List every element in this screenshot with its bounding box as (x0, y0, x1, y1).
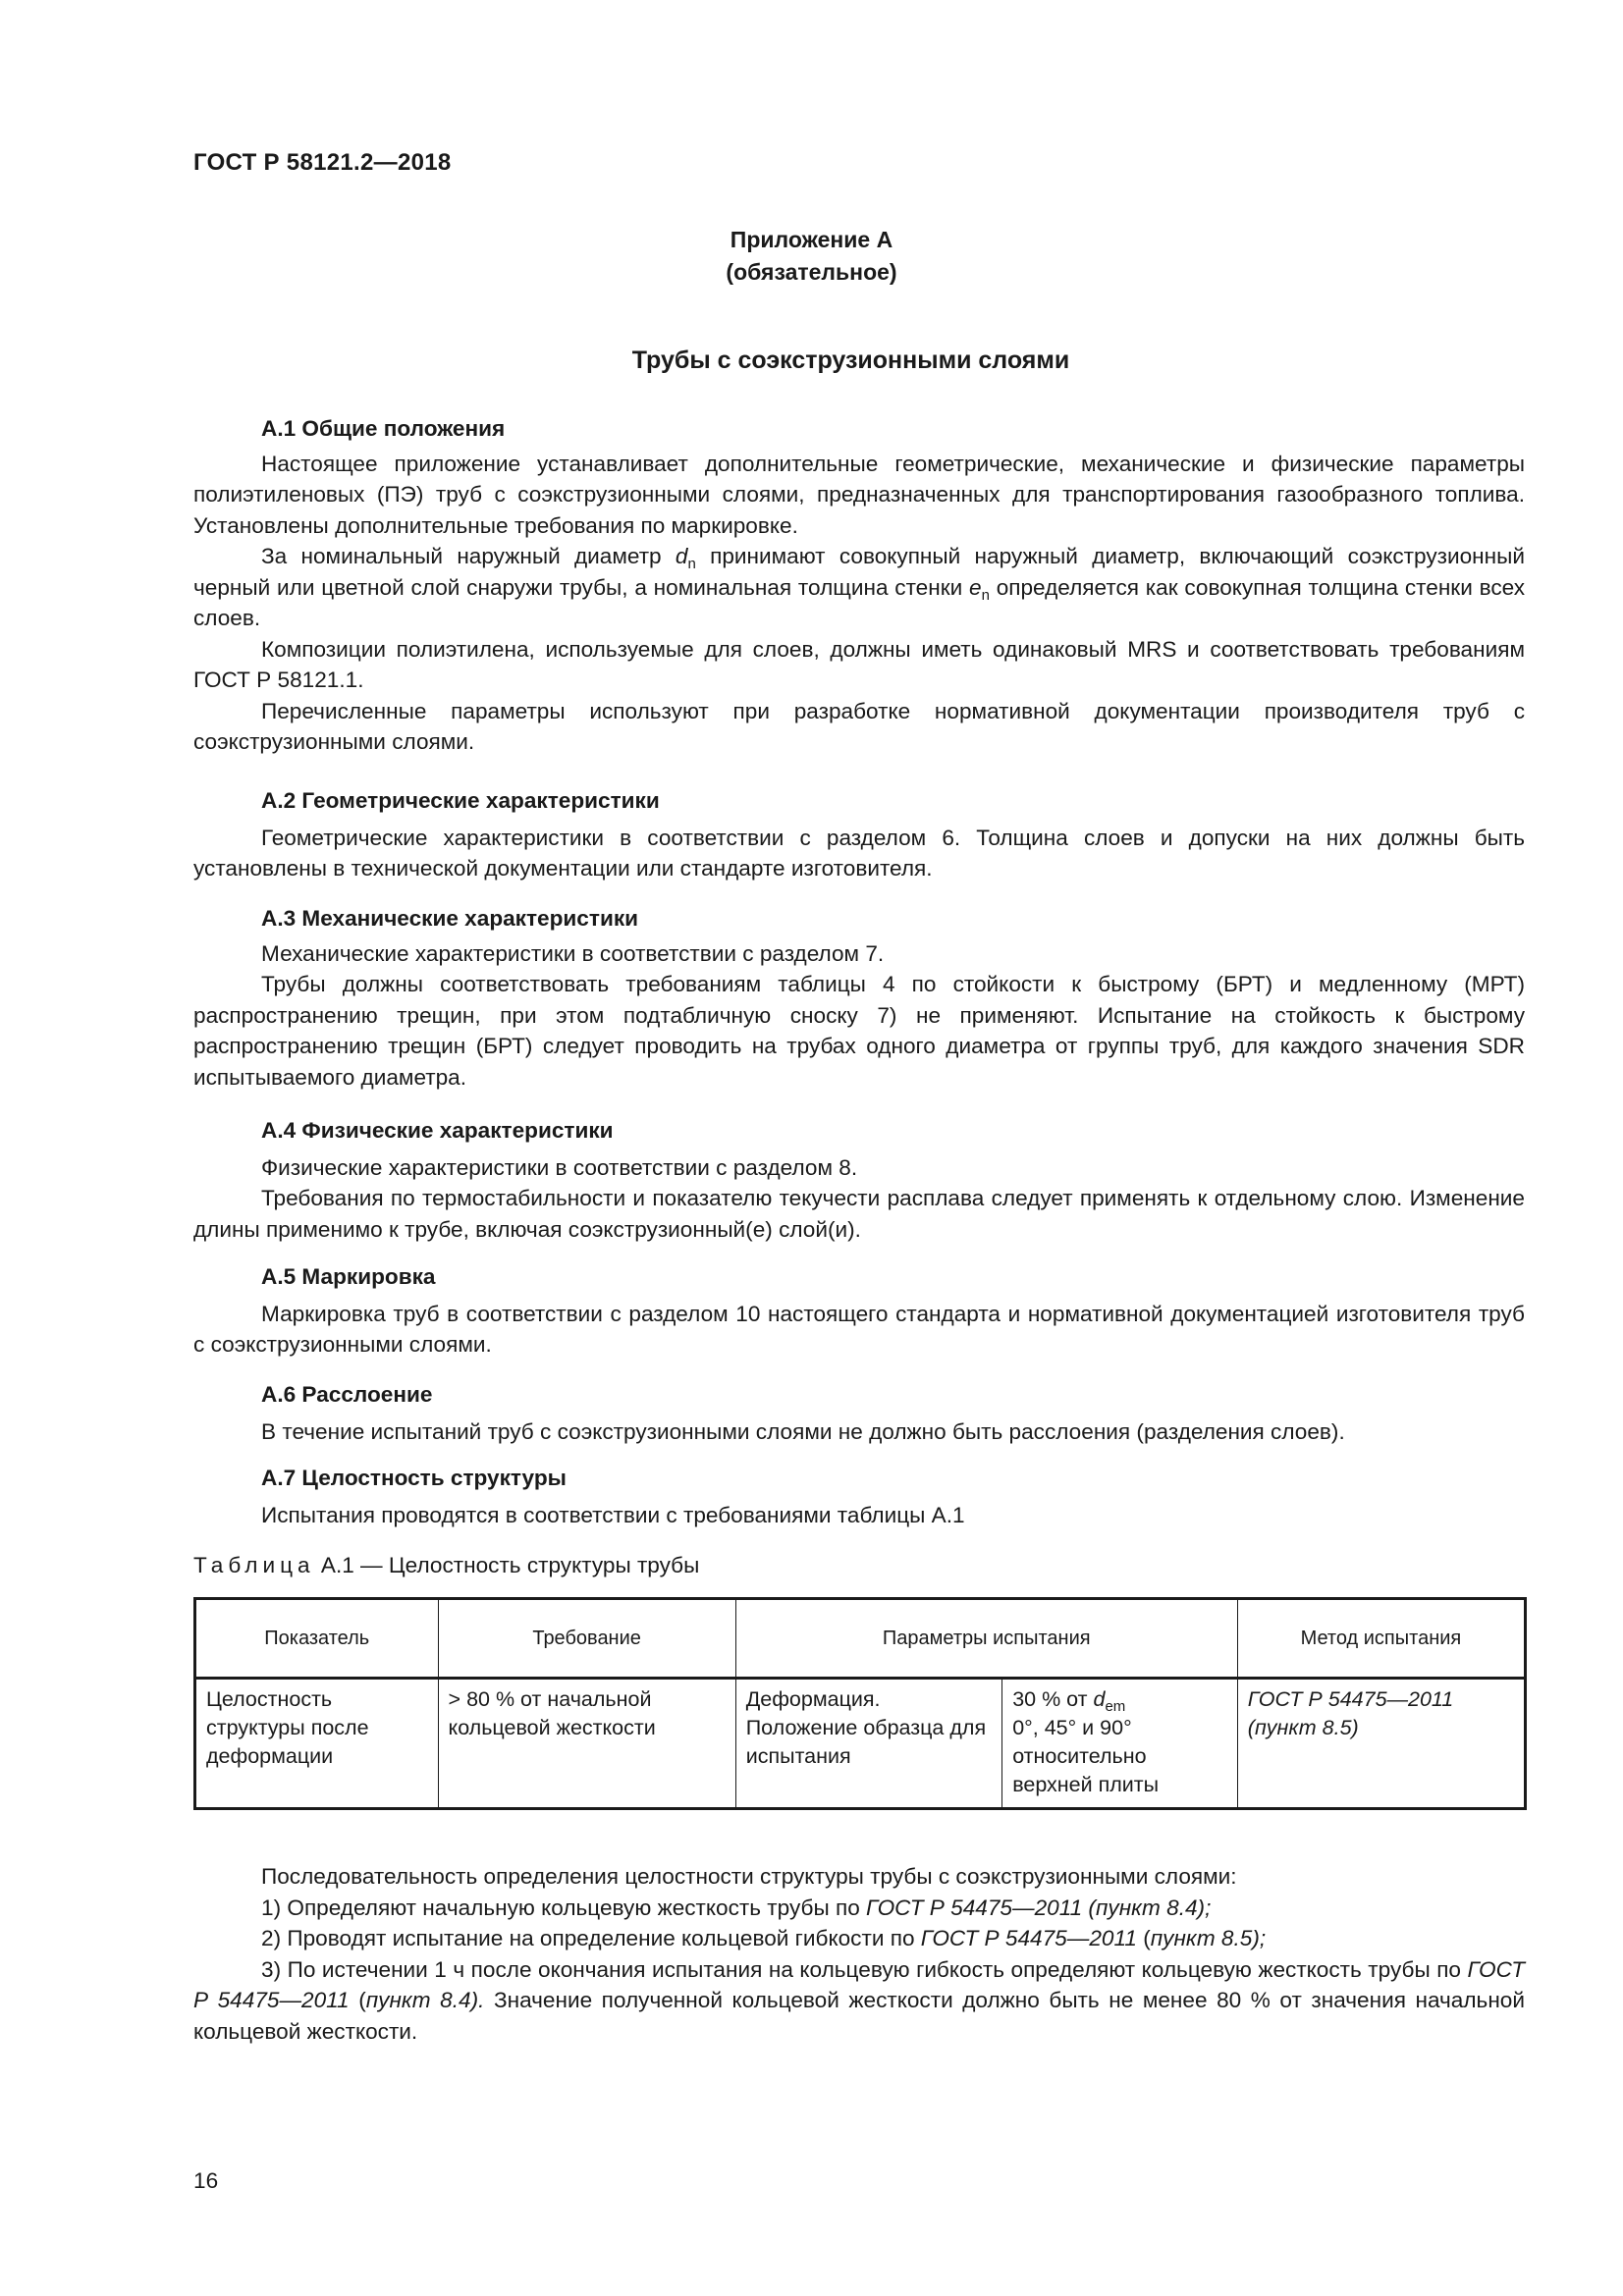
cell-param-value: 30 % от $d_{em}$ 0°, 45° и 90° относительно верхней плиты (1002, 1679, 1238, 1809)
header-params: Параметры испытания (735, 1599, 1237, 1679)
section-title: А.2 Геометрические характеристики (261, 788, 660, 813)
cell-indicator: Целостность структуры после деформации (195, 1679, 439, 1809)
paragraph: Трубы должны соответствовать требованиям таблицы 4 по стойкости к быстрому (БРТ) и медленному (МРТ) распространению трещин, при этом подтабличную сноску 7) не применяют. Испытание на стойкость к быстрому распространению трещин (БРТ) следует проводить на трубах одного диаметра от группы труб, для каждого значения SDR испытываемого диаметра. (193, 972, 1525, 1090)
paragraph: Геометрические характеристики в соответствии с разделом 6. Толщина слоев и допуски на них должны быть установлены в технической документации или стандарте изготовителя. (193, 825, 1525, 881)
paragraph: За номинальный наружный диаметр $d_n$ принимают совокупный наружный диаметр, включающий соэкструзионный черный или цветной слой снаружи трубы, а номинальная толщина стенки $e_n$ определяется как совокупная толщина стенки всех слоев. (193, 544, 1525, 630)
table-caption: Таблица А.1 — Целостность структуры трубы (193, 1553, 700, 1577)
section-title: А.4 Физические характеристики (261, 1118, 614, 1143)
section-a5 (193, 1261, 1525, 1361)
paragraph: Композиции полиэтилена, используемые для слоев, должны иметь одинаковый MRS и соответствовать требованиям ГОСТ Р 58121.1. (193, 636, 1525, 692)
cell-param-name: Деформация. Положение образца для испытания (735, 1679, 1001, 1809)
table-row (195, 1679, 1526, 1809)
section-a7 (193, 1463, 1525, 1530)
paragraph: Настоящее приложение устанавливает дополнительные геометрические, механические и физические параметры полиэтиленовых (ПЭ) труб с соэкструзионными слоями, предназначенных для транспортирования газообразного топлива. Установлены дополнительные требования по маркировке. (193, 451, 1525, 538)
cell-requirement: > 80 % от начальной кольцевой жесткости (438, 1679, 735, 1809)
paragraph: Маркировка труб в соответствии с разделом 10 настоящего стандарта и нормативной документацией изготовителя труб с соэкструзионными слоями. (193, 1301, 1525, 1357)
paragraph: Механические характеристики в соответствии с разделом 7. (261, 940, 885, 966)
paragraph: Требования по термостабильности и показателю текучести расплава следует применять к отдельному слою. Изменение длины применимо к трубе, включая соэкструзионный(е) слой(и). (193, 1186, 1525, 1242)
standard-header: ГОСТ Р 58121.2—2018 (193, 149, 452, 176)
cell-method: ГОСТ Р 54475—2011 (пункт 8.5) (1237, 1679, 1525, 1809)
annex-heading: Трубы с соэкструзионными слоями (631, 347, 1070, 374)
section-a3 (193, 903, 1525, 1093)
paragraph: Физические характеристики в соответствии с разделом 8. (261, 1154, 858, 1180)
table-header-row (195, 1599, 1526, 1679)
annex-type: (обязательное) (726, 259, 897, 285)
paragraph: Перечисленные параметры используют при разработке нормативной документации производителя труб с соэкструзионными слоями. (193, 698, 1525, 754)
annex-label (0, 224, 1623, 289)
sequence-block (193, 1861, 1525, 2047)
paragraph: Последовательность определения целостности структуры трубы с соэкструзионными слоями: (261, 1864, 1237, 1889)
section-a4 (193, 1115, 1525, 1245)
annex-title: Приложение А (730, 227, 893, 252)
section-a2 (193, 785, 1525, 884)
page-number: 16 (193, 2168, 219, 2193)
paragraph: Испытания проводятся в соответствии с требованиями таблицы А.1 (261, 1502, 965, 1527)
section-title: А.5 Маркировка (261, 1264, 436, 1289)
paragraph: 3) По истечении 1 ч после окончания испытания на кольцевую гибкость определяют кольцевую жесткость трубы по ГОСТ Р 54475—2011 (пункт 8.4). Значение полученной кольцевой жесткости должно быть не менее 80 % от значения начальной кольцевой жесткости. (193, 1956, 1525, 2044)
section-title: А.1 Общие положения (261, 416, 506, 441)
paragraph: 2) Проводят испытание на определение кольцевой гибкости по ГОСТ Р 54475—2011 (пункт 8.5); (261, 1926, 1267, 1950)
paragraph: 1) Определяют начальную кольцевую жесткость трубы по ГОСТ Р 54475—2011 (пункт 8.4); (261, 1895, 1212, 1920)
section-a1 (193, 413, 1525, 758)
section-title: А.7 Целостность структуры (261, 1466, 567, 1490)
header-method: Метод испытания (1237, 1599, 1525, 1679)
section-title: А.6 Расслоение (261, 1382, 433, 1407)
section-a6 (193, 1379, 1525, 1447)
structure-integrity-table (193, 1597, 1527, 1810)
section-title: А.3 Механические характеристики (261, 906, 639, 931)
paragraph: В течение испытаний труб с соэкструзионными слоями не должно быть расслоения (разделения слоев). (261, 1418, 1345, 1444)
header-requirement: Требование (438, 1599, 735, 1679)
header-indicator: Показатель (195, 1599, 439, 1679)
